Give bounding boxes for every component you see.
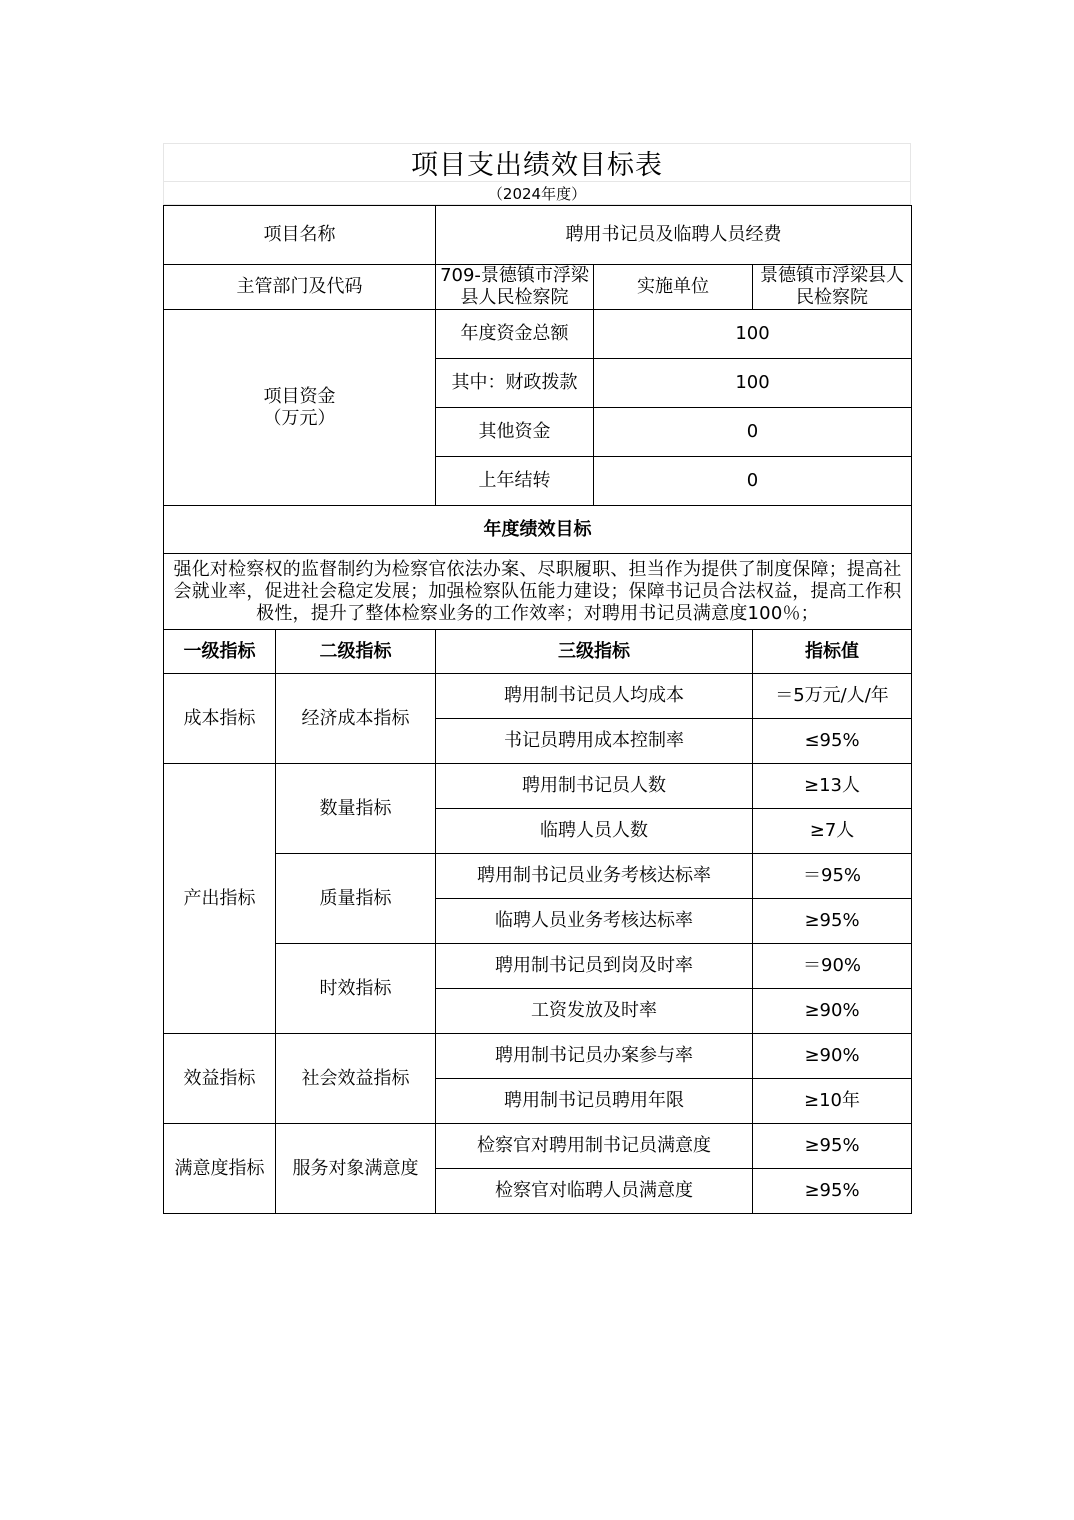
indicator-value: ≤95%: [753, 719, 912, 764]
level3-indicator: 工资发放及时率: [436, 989, 753, 1034]
impl-label: 实施单位: [594, 265, 753, 310]
fund-label-line2: （万元）: [263, 407, 336, 429]
fund-row-value: 100: [594, 310, 912, 359]
level3-indicator: 检察官对聘用制书记员满意度: [436, 1124, 753, 1169]
level3-indicator: 临聘人员人数: [436, 809, 753, 854]
project-name-label: 项目名称: [164, 206, 436, 265]
indicator-row: [164, 1034, 912, 1079]
fund-label: [164, 310, 436, 506]
level3-indicator: 聘用制书记员聘用年限: [436, 1079, 753, 1124]
level1-indicator: 成本指标: [164, 674, 276, 764]
goal-heading-row: [164, 506, 912, 554]
level2-indicator: 服务对象满意度: [276, 1124, 436, 1214]
level3-indicator: 临聘人员业务考核达标率: [436, 899, 753, 944]
indicator-header-row: [164, 630, 912, 674]
indicator-value: ＝5万元/人/年: [753, 674, 912, 719]
level1-indicator: 产出指标: [164, 764, 276, 1034]
indicator-value: ＝95%: [753, 854, 912, 899]
fund-row-label: 其中：财政拨款: [436, 359, 594, 408]
fund-row-value: 0: [594, 408, 912, 457]
fund-row-label: 其他资金: [436, 408, 594, 457]
goal-text-row: [164, 554, 912, 630]
sheet-year: （2024年度）: [163, 181, 911, 205]
goal-heading: 年度绩效目标: [164, 506, 912, 554]
performance-target-sheet: [163, 143, 911, 1214]
indicator-value: ≥10年: [753, 1079, 912, 1124]
indicator-value: ≥7人: [753, 809, 912, 854]
goal-text: 强化对检察权的监督制约为检察官依法办案、尽职履职、担当作为提供了制度保障；提高社会就业率，促进社会稳定发展；加强检察队伍能力建设；保障书记员合法权益，提高工作积极性，提升了整体检察业务的工作效率；对聘用书记员满意度100％；: [164, 554, 912, 630]
level3-indicator: 聘用制书记员人均成本: [436, 674, 753, 719]
level3-indicator: 书记员聘用成本控制率: [436, 719, 753, 764]
level3-indicator: 检察官对临聘人员满意度: [436, 1169, 753, 1214]
impl-value: 景德镇市浮梁县人民检察院: [753, 265, 912, 310]
dept-row: [164, 265, 912, 310]
level3-indicator: 聘用制书记员到岗及时率: [436, 944, 753, 989]
fund-row-label: 年度资金总额: [436, 310, 594, 359]
indicator-row: [164, 674, 912, 719]
level2-indicator: 数量指标: [276, 764, 436, 854]
level3-indicator: 聘用制书记员业务考核达标率: [436, 854, 753, 899]
indicator-row: [164, 854, 912, 899]
target-table: [163, 205, 912, 1214]
dept-label: 主管部门及代码: [164, 265, 436, 310]
level3-indicator: 聘用制书记员办案参与率: [436, 1034, 753, 1079]
indicator-value: ≥13人: [753, 764, 912, 809]
project-name-row: [164, 206, 912, 265]
fund-row: [164, 310, 912, 359]
indicator-value: ＝90%: [753, 944, 912, 989]
level2-indicator: 质量指标: [276, 854, 436, 944]
dept-value: 709-景德镇市浮梁县人民检察院: [436, 265, 594, 310]
level1-indicator: 效益指标: [164, 1034, 276, 1124]
level2-indicator: 社会效益指标: [276, 1034, 436, 1124]
indicator-row: [164, 1124, 912, 1169]
sheet-title: 项目支出绩效目标表: [163, 143, 911, 181]
indicator-row: [164, 944, 912, 989]
indicator-value: ≥95%: [753, 1124, 912, 1169]
level2-indicator: 时效指标: [276, 944, 436, 1034]
header-level1: 一级指标: [164, 630, 276, 674]
fund-row-label: 上年结转: [436, 457, 594, 506]
header-value: 指标值: [753, 630, 912, 674]
indicator-value: ≥90%: [753, 989, 912, 1034]
level3-indicator: 聘用制书记员人数: [436, 764, 753, 809]
indicator-row: [164, 764, 912, 809]
indicator-value: ≥95%: [753, 1169, 912, 1214]
level1-indicator: 满意度指标: [164, 1124, 276, 1214]
indicator-value: ≥95%: [753, 899, 912, 944]
header-level3: 三级指标: [436, 630, 753, 674]
header-level2: 二级指标: [276, 630, 436, 674]
fund-row-value: 100: [594, 359, 912, 408]
fund-row-value: 0: [594, 457, 912, 506]
fund-label-line1: 项目资金: [263, 385, 336, 407]
indicator-value: ≥90%: [753, 1034, 912, 1079]
level2-indicator: 经济成本指标: [276, 674, 436, 764]
project-name-value: 聘用书记员及临聘人员经费: [436, 206, 912, 265]
